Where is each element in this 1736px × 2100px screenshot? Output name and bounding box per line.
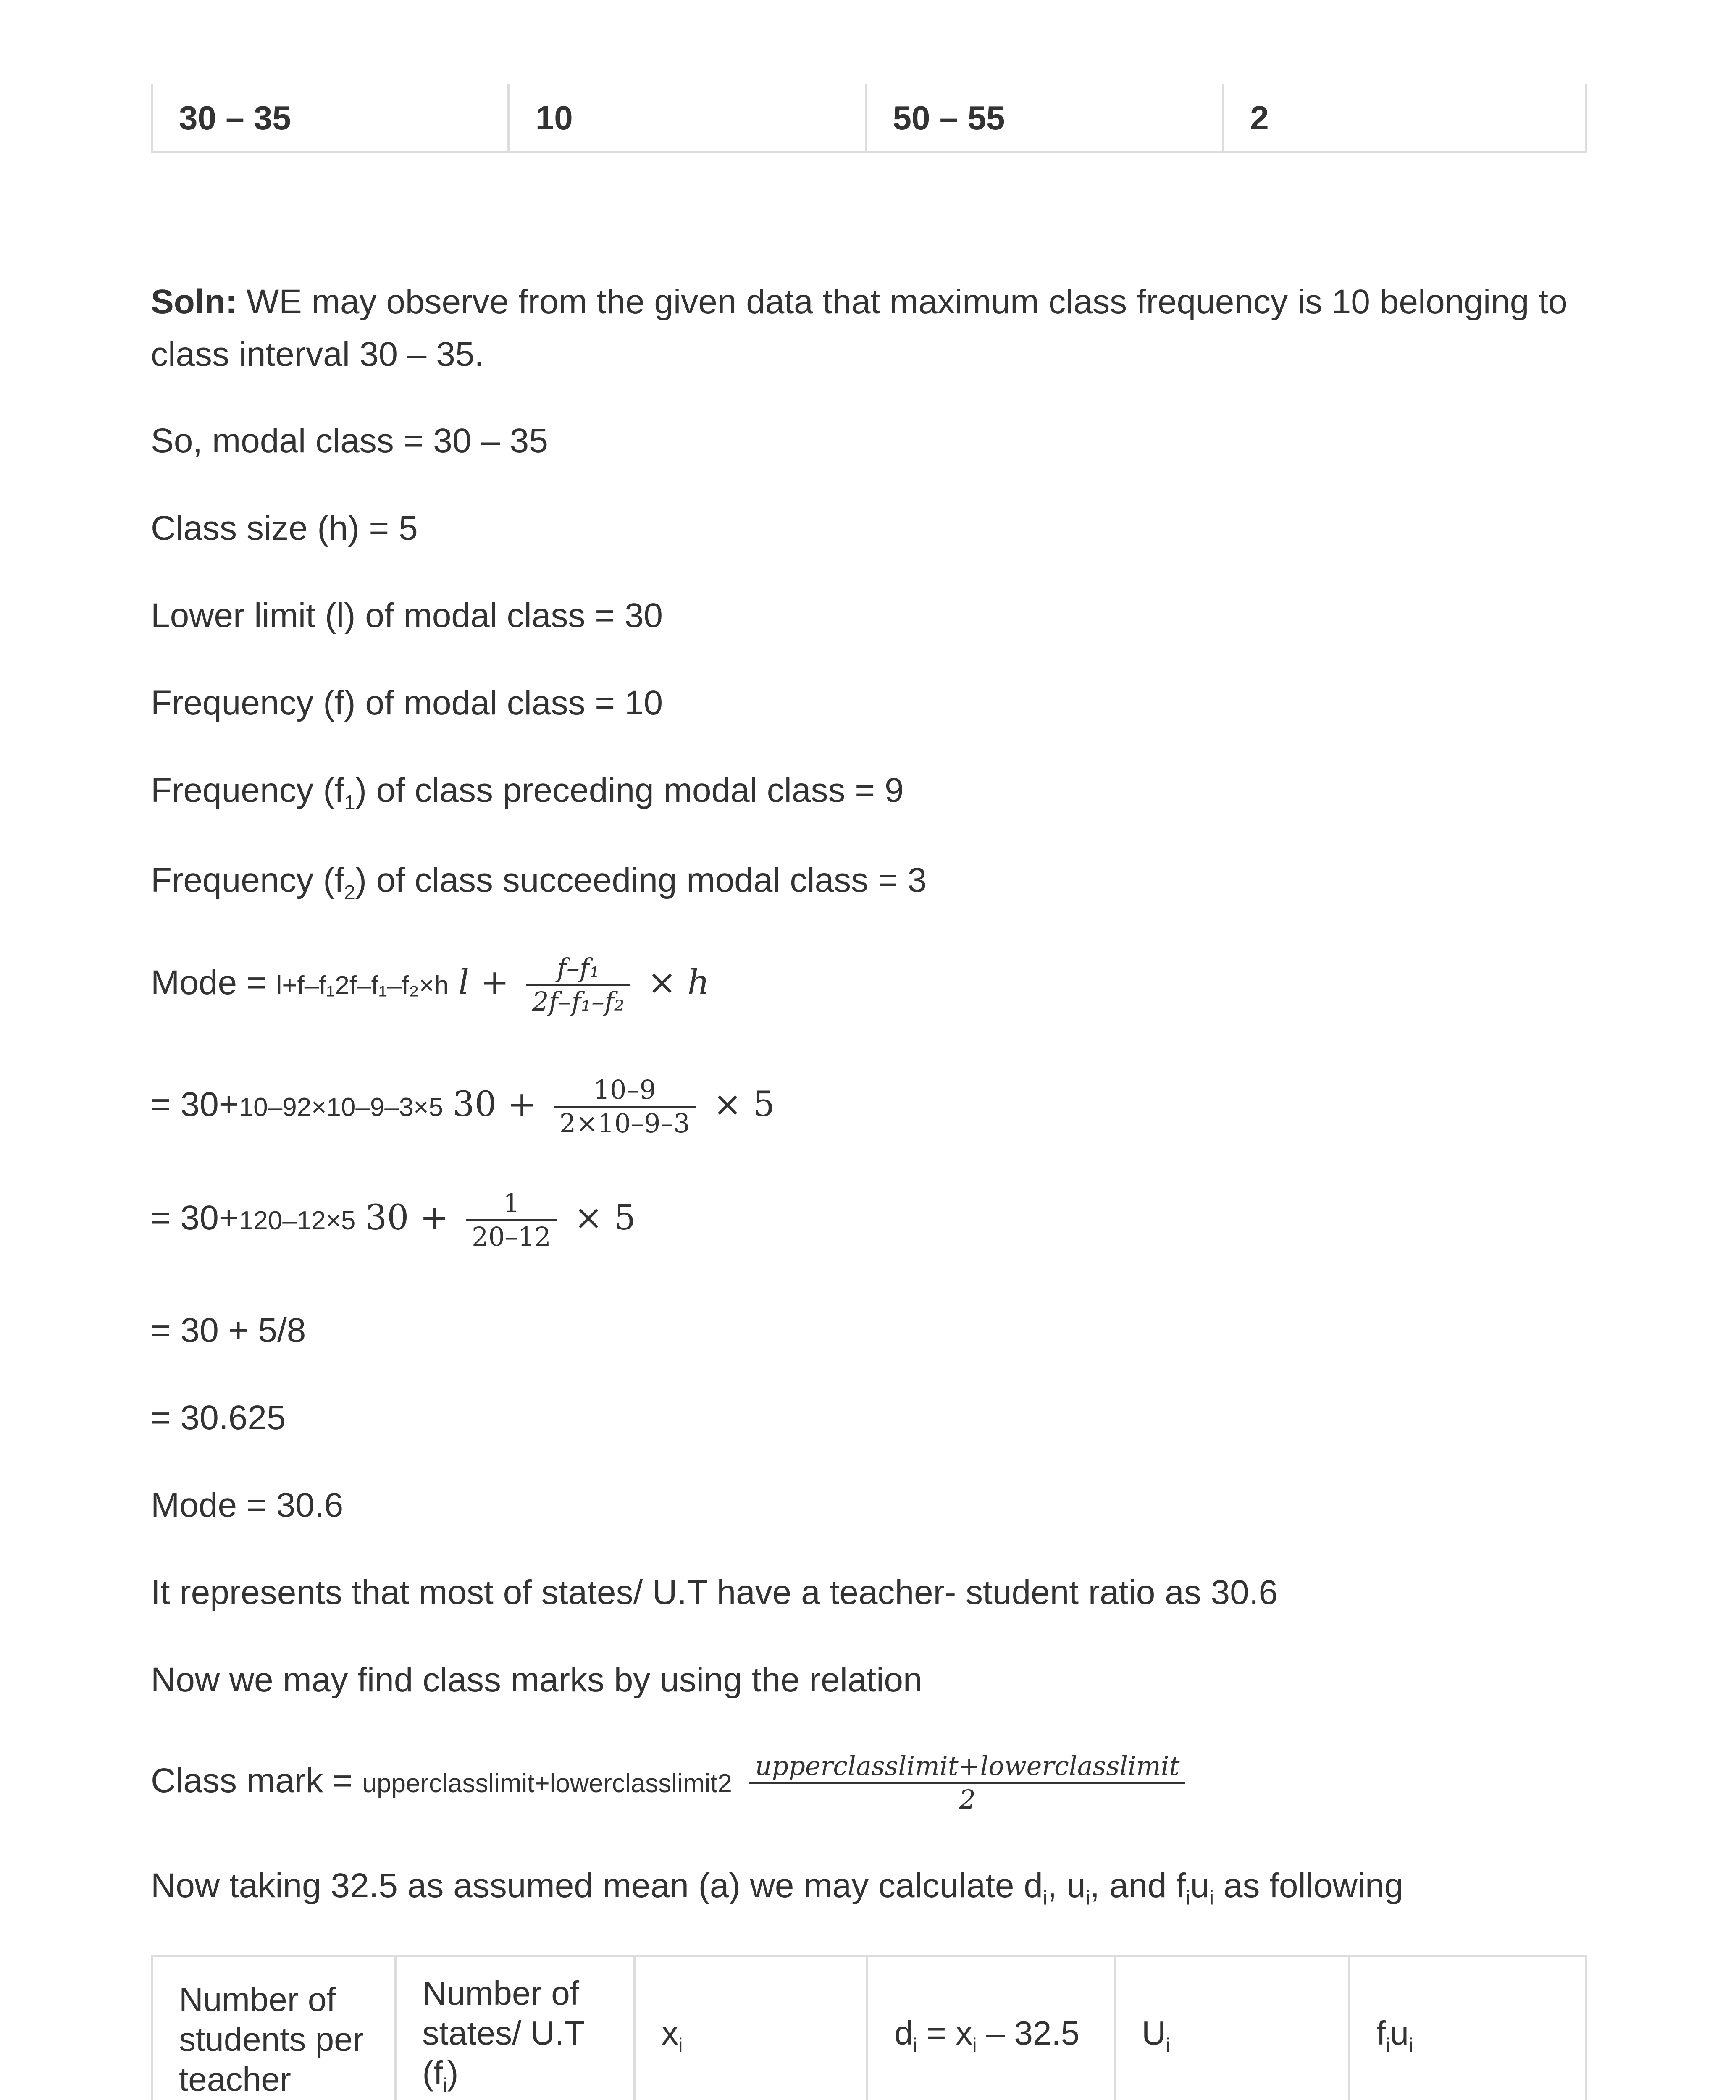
header-text: = x: [917, 2014, 973, 2052]
mode-lead: l +: [458, 963, 510, 1003]
subscript: i: [1186, 1887, 1190, 1909]
subscript: i: [443, 2074, 447, 2096]
solution-label: Soln:: [151, 283, 237, 321]
mode-formula: [151, 941, 709, 1028]
assumed-text: , u: [1047, 1866, 1086, 1905]
class-mark-denominator: 2: [959, 1784, 976, 1815]
header-text: ): [447, 2054, 459, 2092]
class-mark-plain-text: upperclasslimit+lowerclasslimit2: [362, 1769, 732, 1798]
result-line-3: Mode = 30.6: [151, 1486, 344, 1524]
result-line-2: = 30.625: [151, 1399, 286, 1437]
table-cell: 10: [508, 84, 866, 152]
assumed-text: , and f: [1090, 1866, 1186, 1905]
step1-prefix: = 30+: [151, 1085, 239, 1124]
subscript: i: [1085, 1887, 1090, 1909]
table-header-row: [152, 1956, 1586, 2100]
header-text: d: [894, 2014, 913, 2052]
subscript: i: [1386, 2034, 1390, 2056]
result-line-1: = 30 + 5/8: [151, 1311, 306, 1349]
frequency-table-continued: [151, 84, 1587, 153]
table-cell: 2: [1223, 84, 1586, 152]
subscript: i: [678, 2034, 683, 2056]
frequency-line: Frequency (f) of modal class = 10: [151, 684, 663, 722]
step1-plain-text: 10–92×10–9–3×5: [239, 1093, 443, 1122]
step2-denominator: 20–12: [472, 1221, 551, 1252]
f1-text-post: ) of class preceding modal class = 9: [355, 771, 904, 809]
f2-text-post: ) of class succeeding modal class = 3: [355, 861, 927, 899]
step2-lead: 30 +: [365, 1198, 449, 1238]
step2-prefix: = 30+: [151, 1199, 239, 1237]
header-students-per-teacher: Number of students per teacher: [152, 1956, 396, 2100]
table-cell: 30 – 35: [152, 84, 509, 152]
assumed-text: u: [1190, 1866, 1210, 1905]
solution-text: WE may observe from the given data that maximum class frequency is 10 belonging to class interval 30 – 35.: [151, 283, 1568, 373]
step2-fraction: [466, 1187, 557, 1253]
assumed-mean-line: [151, 1861, 1403, 1923]
step2-plain-text: 120–12×5: [239, 1206, 356, 1235]
class-mark-formula: [151, 1743, 1193, 1822]
header-text: u: [1390, 2014, 1409, 2052]
f2-line: [151, 855, 927, 918]
step1-denominator: 2×10–9–3: [559, 1108, 690, 1139]
table-row: [152, 84, 1586, 152]
step1-fraction: [554, 1074, 696, 1139]
assumed-text: as following: [1213, 1866, 1404, 1905]
result-line-4: It represents that most of states/ U.T have a teacher- student ratio as 30.6: [151, 1573, 1278, 1612]
solution-paragraph: [151, 276, 1587, 381]
mode-fraction: [526, 952, 630, 1018]
f1-text: Frequency (f: [151, 771, 344, 809]
subscript: i: [1166, 2034, 1171, 2056]
subscript: i: [1409, 2034, 1413, 2056]
lower-limit-line: Lower limit (l) of modal class = 30: [151, 596, 663, 635]
f2-subscript: 2: [344, 881, 355, 904]
calculation-table: [151, 1955, 1587, 2100]
subscript: i: [1043, 1887, 1048, 1909]
header-ui: [1115, 1956, 1350, 2100]
class-mark-numerator: upperclasslimit+lowerclasslimit: [749, 1750, 1186, 1784]
mode-plain-text: l+f–f₁2f–f₁–f₂×h: [276, 971, 449, 1000]
header-text: x: [662, 2014, 678, 2052]
class-size-line: Class size (h) = 5: [151, 509, 418, 547]
header-text: U: [1142, 2014, 1166, 2052]
step2-tail: × 5: [574, 1198, 636, 1238]
subscript: i: [972, 2034, 977, 2056]
step1-lead: 30 +: [452, 1084, 536, 1124]
header-di: [867, 1956, 1115, 2100]
f1-line: [151, 765, 904, 828]
step2-numerator: 1: [466, 1187, 557, 1221]
class-mark-fraction: [749, 1750, 1186, 1816]
assumed-text: Now taking 32.5 as assumed mean (a) we may calculate d: [151, 1866, 1043, 1905]
class-mark-prefix: Class mark =: [151, 1761, 362, 1800]
step1-tail: × 5: [713, 1084, 775, 1124]
f2-text: Frequency (f: [151, 861, 344, 899]
header-fiui: [1349, 1956, 1586, 2100]
table-cell: 50 – 55: [866, 84, 1223, 152]
result-line-5: Now we may find class marks by using the relation: [151, 1661, 922, 1699]
modal-class-line: So, modal class = 30 – 35: [151, 422, 548, 460]
mode-prefix: Mode =: [151, 963, 276, 1002]
f1-subscript: 1: [344, 791, 355, 814]
mode-numerator: f–f₁: [526, 952, 630, 986]
header-text: – 32.5: [977, 2014, 1080, 2052]
header-xi: [635, 1956, 867, 2100]
header-number-of-states: [395, 1956, 634, 2100]
header-text: f: [1376, 2014, 1386, 2052]
mode-tail: × h: [647, 963, 710, 1003]
mode-denominator: 2f–f₁–f₂: [532, 986, 625, 1017]
subscript: i: [1209, 1887, 1214, 1909]
step1-numerator: 10–9: [554, 1074, 696, 1108]
subscript: i: [913, 2034, 917, 2056]
step1-formula: [151, 1063, 775, 1150]
step2-formula: [151, 1176, 636, 1263]
header-text: Number of states/ U.T (f: [422, 1974, 584, 2092]
